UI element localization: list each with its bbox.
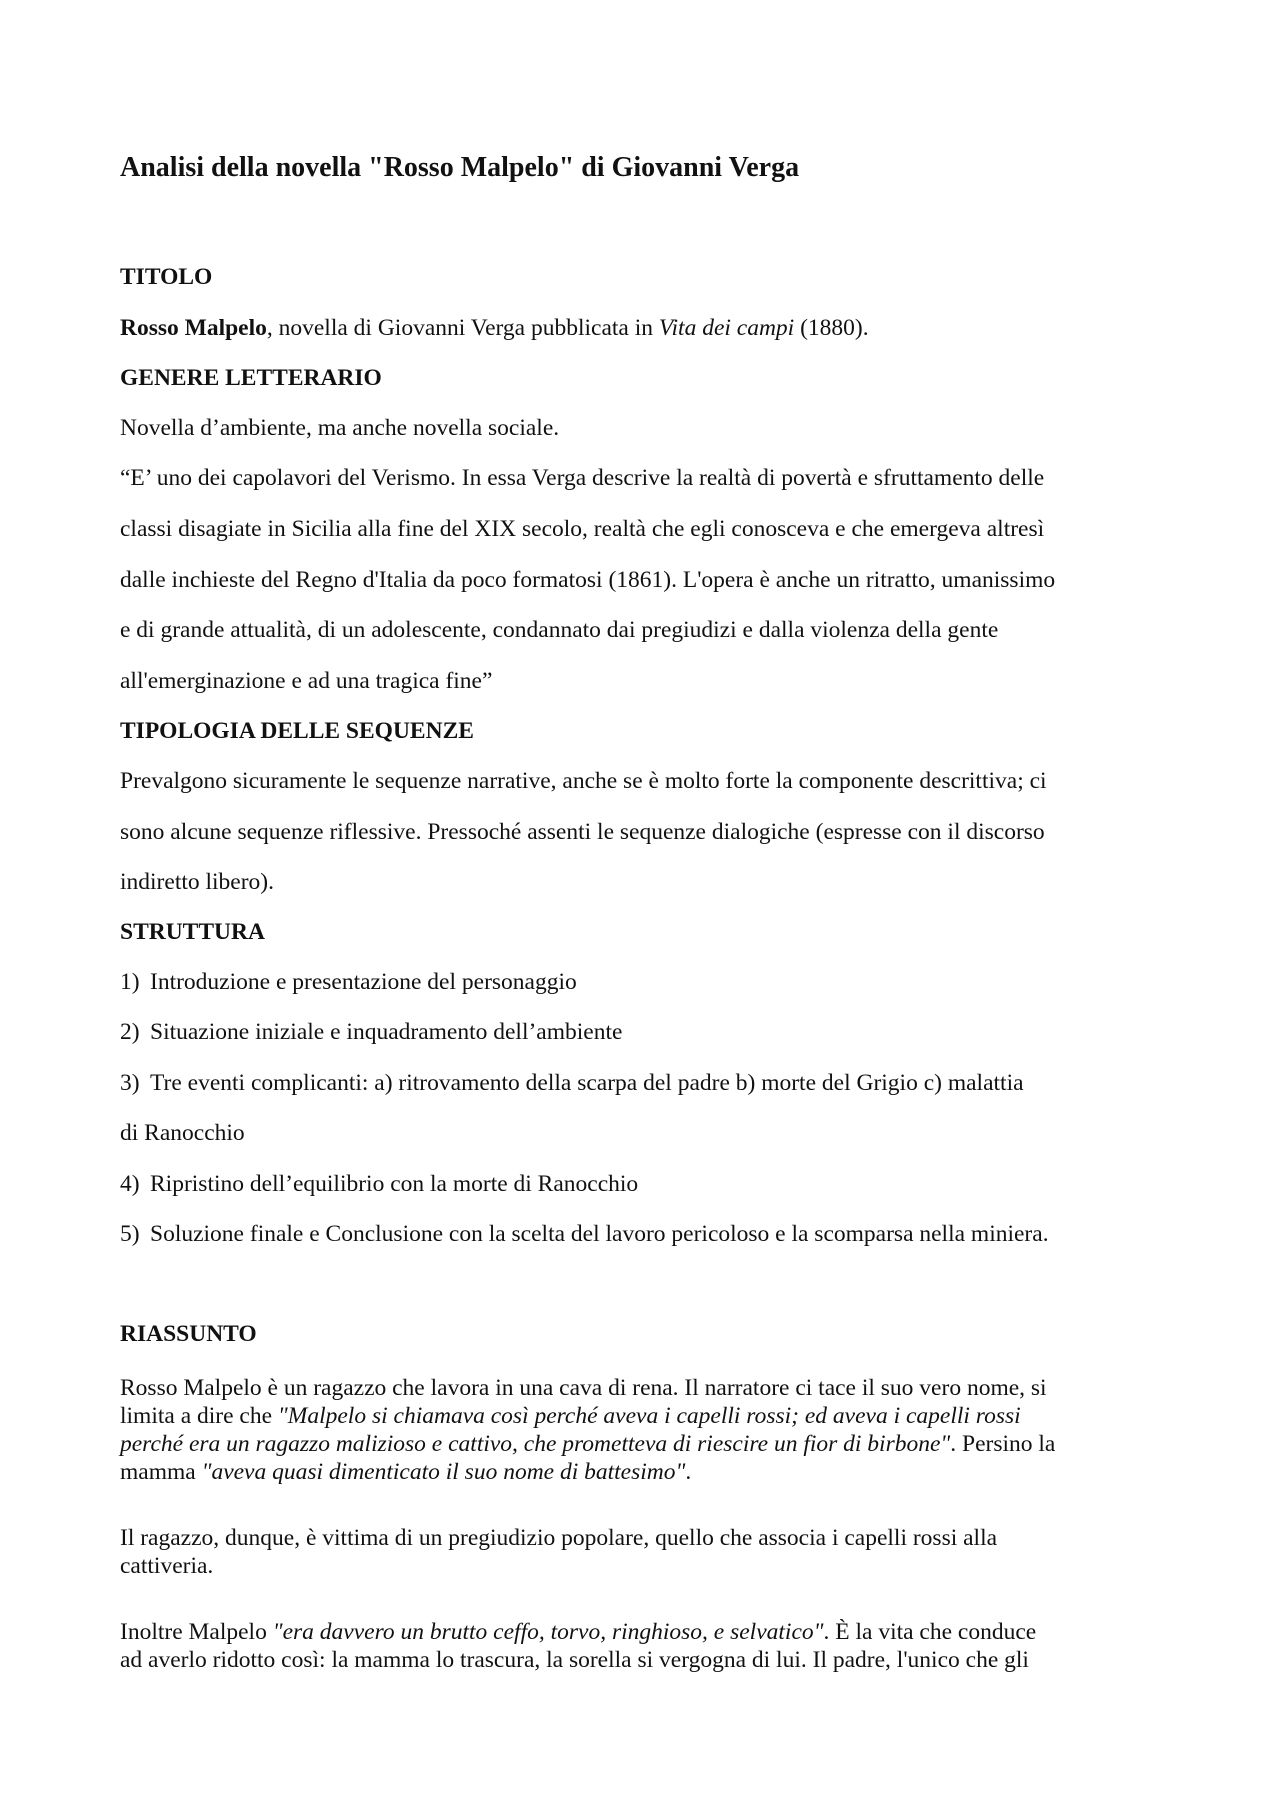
heading-tipologia: TIPOLOGIA DELLE SEQUENZE <box>120 718 474 744</box>
tipologia-line: indiretto libero). <box>120 869 275 895</box>
item-number: 3) <box>120 1070 140 1096</box>
item-text: di Ranocchio <box>120 1120 245 1146</box>
item-text: Tre eventi complicanti: a) ritrovamento della scarpa del padre b) morte del Grigio c) malattia <box>150 1070 1024 1096</box>
riassunto-line: cattiveria. <box>120 1553 214 1579</box>
riassunto-line: Rosso Malpelo è un ragazzo che lavora in una cava di rena. Il narratore ci tace il suo vero nome, si <box>120 1375 1047 1401</box>
riassunto-text: . <box>685 1459 692 1485</box>
item-text: Soluzione finale e Conclusione con la scelta del lavoro pericoloso e la scomparsa nella miniera. <box>150 1221 1049 1247</box>
item-number: 5) <box>120 1221 140 1247</box>
struttura-item <box>120 1220 1049 1248</box>
item-number: 4) <box>120 1171 140 1197</box>
heading-titolo: TITOLO <box>120 264 213 290</box>
riassunto-text: . Persino la <box>950 1431 1056 1457</box>
genere-quote-line: e di grande attualità, di un adolescente, condannato dai pregiudizi e dalla violenza della gente <box>120 617 999 643</box>
riassunto-text: mamma <box>120 1459 202 1485</box>
item-number: 1) <box>120 969 140 995</box>
heading-riassunto: RIASSUNTO <box>120 1321 257 1347</box>
publication-year: (1880). <box>794 315 869 341</box>
genere-quote-line: all'emerginazione e ad una tragica fine” <box>120 668 493 694</box>
riassunto-text: limita a dire che <box>120 1403 278 1429</box>
item-text: Ripristino dell’equilibrio con la morte di Ranocchio <box>150 1171 639 1197</box>
heading-struttura: STRUTTURA <box>120 919 265 945</box>
item-text: Situazione iniziale e inquadramento dell’ambiente <box>150 1019 623 1045</box>
genere-line: Novella d’ambiente, ma anche novella sociale. <box>120 415 560 441</box>
collection-name: Vita dei campi <box>658 315 795 341</box>
item-text: Introduzione e presentazione del personaggio <box>150 969 577 995</box>
heading-genere: GENERE LETTERARIO <box>120 365 382 391</box>
struttura-item <box>120 968 577 996</box>
struttura-item <box>120 1018 622 1046</box>
riassunto-line: ad averlo ridotto così: la mamma lo trascura, la sorella si vergogna di lui. Il padre, l'unico che gli <box>120 1647 1029 1673</box>
novel-name: Rosso Malpelo <box>120 315 267 341</box>
tipologia-line: sono alcune sequenze riflessive. Pressoché assenti le sequenze dialogiche (espresse con il discorso <box>120 819 1045 845</box>
struttura-item-continuation <box>120 1119 245 1147</box>
genere-quote-line: “E’ uno dei capolavori del Verismo. In essa Verga descrive la realtà di povertà e sfruttamento delle <box>120 465 1045 491</box>
item-number: 2) <box>120 1019 140 1045</box>
riassunto-line <box>120 1618 1036 1646</box>
genere-quote-line: classi disagiate in Sicilia alla fine del XIX secolo, realtà che egli conosceva e che emergeva altresì <box>120 516 1045 542</box>
document-title: Analisi della novella "Rosso Malpelo" di Giovanni Verga <box>120 152 800 183</box>
riassunto-line <box>120 1458 691 1486</box>
riassunto-quote: perché era un ragazzo malizioso e cattivo, che prometteva di riescire un fior di birbone" <box>120 1431 951 1457</box>
riassunto-quote: "aveva quasi dimenticato il suo nome di battesimo" <box>201 1459 686 1485</box>
riassunto-line <box>120 1402 1021 1430</box>
riassunto-line: Il ragazzo, dunque, è vittima di un pregiudizio popolare, quello che associa i capelli rossi alla <box>120 1525 998 1551</box>
titolo-text: , novella di Giovanni Verga pubblicata in <box>266 315 659 341</box>
titolo-line <box>120 314 869 342</box>
riassunto-quote: "era davvero un brutto ceffo, torvo, ringhioso, e selvatico" <box>272 1619 824 1645</box>
tipologia-line: Prevalgono sicuramente le sequenze narrative, anche se è molto forte la componente descrittiva; ci <box>120 768 1047 794</box>
riassunto-line <box>120 1430 1055 1458</box>
riassunto-text: Inoltre Malpelo <box>120 1619 273 1645</box>
struttura-item <box>120 1069 1024 1097</box>
riassunto-quote: "Malpelo si chiamava così perché aveva i capelli rossi; ed aveva i capelli rossi <box>277 1403 1021 1429</box>
struttura-item <box>120 1170 638 1198</box>
riassunto-text: . È la vita che conduce <box>823 1619 1037 1645</box>
genere-quote-line: dalle inchieste del Regno d'Italia da poco formatosi (1861). L'opera è anche un ritratto, umanissimo <box>120 567 1056 593</box>
